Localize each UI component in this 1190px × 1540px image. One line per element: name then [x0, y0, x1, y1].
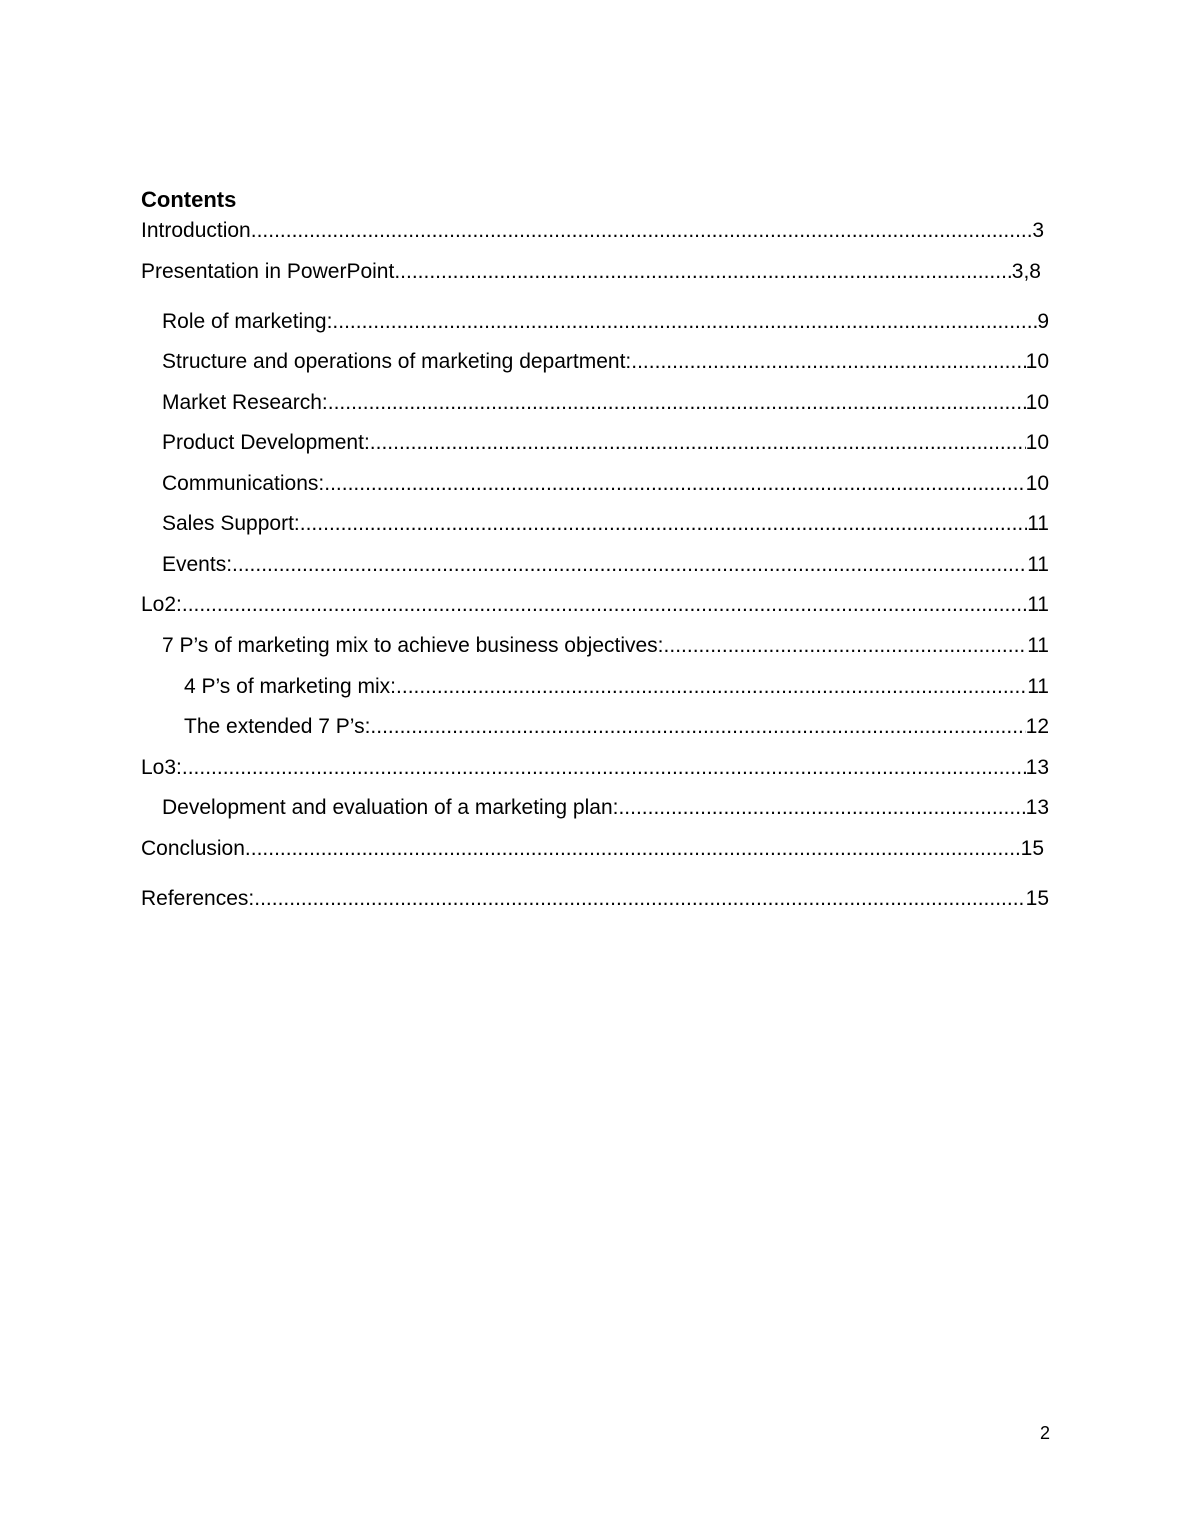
- toc-entry-page: 15: [1020, 837, 1044, 860]
- toc-entry-page: 11: [1027, 512, 1049, 535]
- toc-entry-role-of-marketing[interactable]: [162, 308, 1049, 336]
- toc-entry-sales-support[interactable]: [162, 510, 1049, 538]
- toc-dot-leader: [332, 308, 1037, 336]
- toc-entry-label: Events:: [162, 553, 233, 576]
- toc-dot-leader: [664, 632, 1028, 660]
- toc-entry-page: 3: [1032, 219, 1044, 242]
- toc-entry-label: Structure and operations of marketing department:: [162, 350, 632, 373]
- toc-entry-page: 10: [1025, 472, 1049, 495]
- toc-entry-product-development[interactable]: [162, 429, 1049, 457]
- toc-entry-label: The extended 7 P’s:: [184, 715, 371, 738]
- toc-dot-leader: [370, 429, 1026, 457]
- toc-entry-label: Communications:: [162, 472, 325, 495]
- toc-entry-page: 11: [1027, 593, 1049, 616]
- toc-entry-label: Development and evaluation of a marketing plan:: [162, 796, 619, 819]
- toc-entry-page: 3,8: [1011, 260, 1041, 283]
- toc-entry-page: 15: [1025, 887, 1049, 910]
- toc-entry-label: Lo3:: [141, 756, 182, 779]
- toc-dot-leader: [232, 551, 1027, 579]
- toc-entry-references[interactable]: [141, 885, 1049, 913]
- toc-dot-leader: [182, 754, 1026, 782]
- toc-dot-leader: [300, 510, 1027, 538]
- toc-entry-label: Market Research:: [162, 391, 328, 414]
- toc-dot-leader: [370, 713, 1025, 741]
- toc-entry-conclusion[interactable]: [141, 835, 1044, 863]
- toc-title: Contents: [141, 187, 237, 212]
- toc-entry-page: 10: [1025, 431, 1049, 454]
- page-number: 2: [1039, 1423, 1050, 1443]
- toc-entry-page: 9: [1037, 310, 1049, 333]
- toc-entry-label: Role of marketing:: [162, 310, 333, 333]
- toc-entry-label: Product Development:: [162, 431, 370, 454]
- toc-entry-market-research[interactable]: [162, 389, 1049, 417]
- toc-entry-marketing-plan[interactable]: [162, 794, 1049, 822]
- toc-entry-label: Introduction: [141, 219, 251, 242]
- toc-dot-leader: [396, 673, 1027, 701]
- toc-entry-label: Conclusion: [141, 837, 245, 860]
- toc-entry-introduction[interactable]: [141, 217, 1044, 245]
- toc-dot-leader: [631, 348, 1025, 376]
- toc-entry-page: 11: [1027, 675, 1049, 698]
- toc-entry-page: 11: [1027, 553, 1049, 576]
- toc-dot-leader: [251, 217, 1033, 245]
- toc-entry-4ps-marketing-mix[interactable]: [184, 673, 1049, 701]
- toc-entry-page: 10: [1025, 350, 1049, 373]
- toc-entry-structure-operations[interactable]: [162, 348, 1049, 376]
- toc-entry-label: Presentation in PowerPoint: [141, 260, 395, 283]
- toc-entry-page: 10: [1025, 391, 1049, 414]
- toc-entry-label: Lo2:: [141, 593, 182, 616]
- toc-entry-page: 13: [1025, 756, 1049, 779]
- toc-dot-leader: [254, 885, 1025, 913]
- toc-entry-page: 11: [1027, 634, 1049, 657]
- toc-entry-label: References:: [141, 887, 255, 910]
- toc-entry-communications[interactable]: [162, 470, 1049, 498]
- toc-dot-leader: [328, 389, 1026, 417]
- toc-entry-lo2[interactable]: [141, 591, 1049, 619]
- toc-entry-7ps-marketing-mix[interactable]: [162, 632, 1049, 660]
- toc-dot-leader: [324, 470, 1025, 498]
- toc-dot-leader: [394, 258, 1011, 286]
- toc-entry-lo3[interactable]: [141, 754, 1049, 782]
- toc-dot-leader: [618, 794, 1025, 822]
- toc-entry-presentation[interactable]: [141, 258, 1041, 286]
- toc-entry-label: 4 P’s of marketing mix:: [184, 675, 397, 698]
- toc-entry-page: 13: [1025, 796, 1049, 819]
- toc-dot-leader: [182, 591, 1027, 619]
- toc-entry-events[interactable]: [162, 551, 1049, 579]
- toc-entry-label: Sales Support:: [162, 512, 300, 535]
- toc-entry-extended-7ps[interactable]: [184, 713, 1049, 741]
- toc-dot-leader: [245, 835, 1021, 863]
- toc-entry-page: 12: [1025, 715, 1049, 738]
- toc-entry-label: 7 P’s of marketing mix to achieve business objectives:: [162, 634, 664, 657]
